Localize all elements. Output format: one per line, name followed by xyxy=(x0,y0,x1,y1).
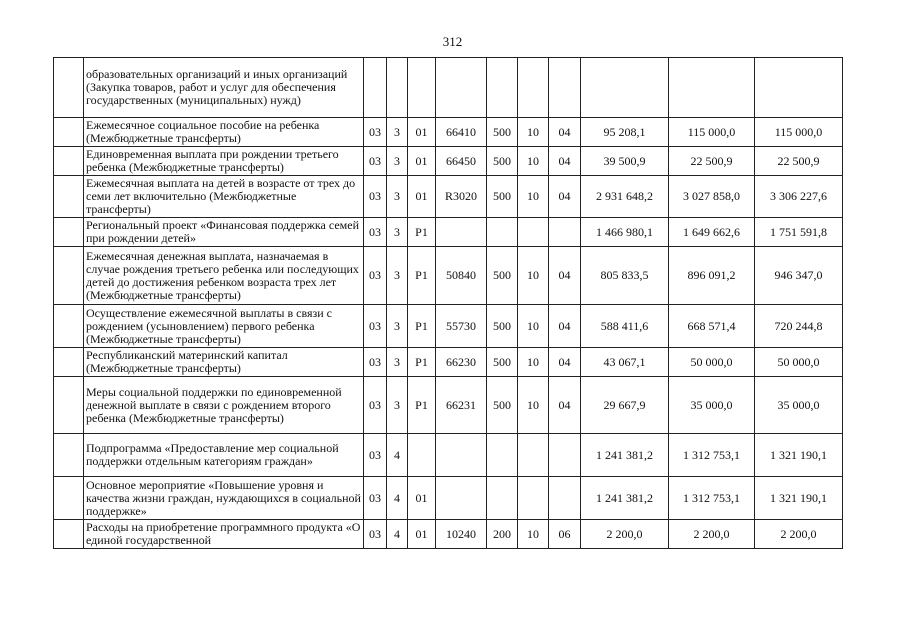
row-number-cell xyxy=(54,247,84,305)
amount-year-2: 50 000,0 xyxy=(669,348,755,377)
expense-name: Ежемесячное социальное пособие на ребенка (Межбюджетные трансферты) xyxy=(84,118,364,147)
code-subprogram: 4 xyxy=(387,434,408,477)
code-direction: 55730 xyxy=(436,305,487,348)
code-subprogram: 3 xyxy=(387,247,408,305)
code-program: 03 xyxy=(364,118,387,147)
table-row xyxy=(54,247,843,305)
amount-year-2: 1 649 662,6 xyxy=(669,218,755,247)
amount-year-2: 22 500,9 xyxy=(669,147,755,176)
code-expense-type xyxy=(487,477,518,520)
expense-name: Ежемесячная денежная выплата, назначаемая в случае рождения третьего ребенка или последующих детей до достижения ребенком возраста трех лет (Межбюджетные трансферты) xyxy=(84,247,364,305)
code-direction: 66231 xyxy=(436,377,487,434)
amount-year-2: 3 027 858,0 xyxy=(669,176,755,218)
amount-year-3: 946 347,0 xyxy=(755,247,843,305)
code-program xyxy=(364,58,387,118)
code-subprogram: 3 xyxy=(387,118,408,147)
row-number-cell xyxy=(54,477,84,520)
code-section xyxy=(518,434,549,477)
code-subprogram: 3 xyxy=(387,218,408,247)
code-program: 03 xyxy=(364,477,387,520)
code-program: 03 xyxy=(364,348,387,377)
code-subprogram: 3 xyxy=(387,176,408,218)
code-subsection xyxy=(549,434,581,477)
amount-year-3: 50 000,0 xyxy=(755,348,843,377)
code-expense-type: 500 xyxy=(487,147,518,176)
code-section: 10 xyxy=(518,305,549,348)
amount-year-2: 35 000,0 xyxy=(669,377,755,434)
code-expense-type: 500 xyxy=(487,377,518,434)
code-direction xyxy=(436,58,487,118)
code-section xyxy=(518,218,549,247)
code-subsection xyxy=(549,58,581,118)
amount-year-1: 1 241 381,2 xyxy=(581,434,669,477)
code-expense-type: 500 xyxy=(487,305,518,348)
code-program: 03 xyxy=(364,218,387,247)
amount-year-1: 2 200,0 xyxy=(581,520,669,549)
code-subprogram: 3 xyxy=(387,348,408,377)
code-subprogram: 3 xyxy=(387,147,408,176)
amount-year-2: 2 200,0 xyxy=(669,520,755,549)
code-program: 03 xyxy=(364,305,387,348)
expense-name: Осуществление ежемесячной выплаты в связи с рождением (усыновлением) первого ребенка (Межбюджетные трансферты) xyxy=(84,305,364,348)
table-row xyxy=(54,348,843,377)
code-subprogram: 4 xyxy=(387,477,408,520)
amount-year-1: 2 931 648,2 xyxy=(581,176,669,218)
table-row xyxy=(54,147,843,176)
code-event: 01 xyxy=(408,147,436,176)
code-subsection: 04 xyxy=(549,247,581,305)
code-direction: 66230 xyxy=(436,348,487,377)
code-section: 10 xyxy=(518,520,549,549)
code-direction xyxy=(436,477,487,520)
code-subsection xyxy=(549,477,581,520)
table-row xyxy=(54,58,843,118)
amount-year-1: 588 411,6 xyxy=(581,305,669,348)
amount-year-3: 1 751 591,8 xyxy=(755,218,843,247)
table-row xyxy=(54,520,843,549)
amount-year-1: 95 208,1 xyxy=(581,118,669,147)
code-section: 10 xyxy=(518,377,549,434)
code-section xyxy=(518,477,549,520)
code-expense-type: 500 xyxy=(487,118,518,147)
code-event: 01 xyxy=(408,520,436,549)
code-event xyxy=(408,58,436,118)
code-expense-type: 500 xyxy=(487,348,518,377)
table-row xyxy=(54,118,843,147)
code-section: 10 xyxy=(518,147,549,176)
amount-year-2 xyxy=(669,58,755,118)
amount-year-3: 2 200,0 xyxy=(755,520,843,549)
code-expense-type xyxy=(487,58,518,118)
amount-year-3: 1 321 190,1 xyxy=(755,434,843,477)
expense-name: Региональный проект «Финансовая поддержка семей при рождении детей» xyxy=(84,218,364,247)
code-section xyxy=(518,58,549,118)
code-expense-type: 500 xyxy=(487,247,518,305)
code-subprogram: 3 xyxy=(387,377,408,434)
row-number-cell xyxy=(54,305,84,348)
code-program: 03 xyxy=(364,147,387,176)
code-subprogram xyxy=(387,58,408,118)
amount-year-2: 115 000,0 xyxy=(669,118,755,147)
code-event: P1 xyxy=(408,247,436,305)
amount-year-1: 39 500,9 xyxy=(581,147,669,176)
amount-year-2: 668 571,4 xyxy=(669,305,755,348)
row-number-cell xyxy=(54,218,84,247)
budget-table xyxy=(53,57,843,549)
amount-year-3: 22 500,9 xyxy=(755,147,843,176)
expense-name: образовательных организаций и иных организаций (Закупка товаров, работ и услуг для обеспечения государственных (муниципальных) нужд) xyxy=(84,58,364,118)
code-direction xyxy=(436,434,487,477)
code-section: 10 xyxy=(518,348,549,377)
amount-year-1: 1 466 980,1 xyxy=(581,218,669,247)
code-event: P1 xyxy=(408,218,436,247)
code-program: 03 xyxy=(364,434,387,477)
table-row xyxy=(54,377,843,434)
code-expense-type xyxy=(487,218,518,247)
expense-name: Республиканский материнский капитал (Межбюджетные трансферты) xyxy=(84,348,364,377)
code-subsection xyxy=(549,218,581,247)
code-event xyxy=(408,434,436,477)
amount-year-1 xyxy=(581,58,669,118)
code-section: 10 xyxy=(518,176,549,218)
code-subsection: 06 xyxy=(549,520,581,549)
code-program: 03 xyxy=(364,247,387,305)
code-subsection: 04 xyxy=(549,377,581,434)
code-direction xyxy=(436,218,487,247)
amount-year-3 xyxy=(755,58,843,118)
amount-year-2: 1 312 753,1 xyxy=(669,434,755,477)
expense-name: Расходы на приобретение программного продукта «О единой государственной xyxy=(84,520,364,549)
code-expense-type xyxy=(487,434,518,477)
amount-year-1: 805 833,5 xyxy=(581,247,669,305)
code-direction: 66410 xyxy=(436,118,487,147)
row-number-cell xyxy=(54,348,84,377)
code-direction: 50840 xyxy=(436,247,487,305)
code-event: P1 xyxy=(408,348,436,377)
code-subsection: 04 xyxy=(549,147,581,176)
amount-year-3: 115 000,0 xyxy=(755,118,843,147)
table-row xyxy=(54,218,843,247)
amount-year-1: 43 067,1 xyxy=(581,348,669,377)
table-row xyxy=(54,434,843,477)
code-program: 03 xyxy=(364,176,387,218)
code-subprogram: 3 xyxy=(387,305,408,348)
code-event: P1 xyxy=(408,305,436,348)
amount-year-3: 35 000,0 xyxy=(755,377,843,434)
row-number-cell xyxy=(54,520,84,549)
code-event: 01 xyxy=(408,118,436,147)
expense-name: Единовременная выплата при рождении третьего ребенка (Межбюджетные трансферты) xyxy=(84,147,364,176)
code-direction: 66450 xyxy=(436,147,487,176)
code-event: P1 xyxy=(408,377,436,434)
row-number-cell xyxy=(54,58,84,118)
table-row xyxy=(54,305,843,348)
row-number-cell xyxy=(54,176,84,218)
amount-year-3: 1 321 190,1 xyxy=(755,477,843,520)
code-expense-type: 200 xyxy=(487,520,518,549)
expense-name: Подпрограмма «Предоставление мер социальной поддержки отдельным категориям граждан» xyxy=(84,434,364,477)
expense-name: Меры социальной поддержки по единовременной денежной выплате в связи с рождением второго ребенка (Межбюджетные трансферты) xyxy=(84,377,364,434)
code-section: 10 xyxy=(518,247,549,305)
code-subsection: 04 xyxy=(549,348,581,377)
table-row xyxy=(54,176,843,218)
code-subsection: 04 xyxy=(549,118,581,147)
code-subsection: 04 xyxy=(549,176,581,218)
table-row xyxy=(54,477,843,520)
row-number-cell xyxy=(54,147,84,176)
expense-name: Ежемесячная выплата на детей в возрасте от трех до семи лет включительно (Межбюджетные трансферты) xyxy=(84,176,364,218)
page-number: 312 xyxy=(442,34,463,49)
amount-year-3: 3 306 227,6 xyxy=(755,176,843,218)
code-program: 03 xyxy=(364,520,387,549)
amount-year-2: 896 091,2 xyxy=(669,247,755,305)
amount-year-1: 1 241 381,2 xyxy=(581,477,669,520)
code-subsection: 04 xyxy=(549,305,581,348)
code-event: 01 xyxy=(408,477,436,520)
row-number-cell xyxy=(54,118,84,147)
code-program: 03 xyxy=(364,377,387,434)
code-direction: 10240 xyxy=(436,520,487,549)
row-number-cell xyxy=(54,434,84,477)
code-expense-type: 500 xyxy=(487,176,518,218)
code-direction: R3020 xyxy=(436,176,487,218)
amount-year-3: 720 244,8 xyxy=(755,305,843,348)
amount-year-1: 29 667,9 xyxy=(581,377,669,434)
code-subprogram: 4 xyxy=(387,520,408,549)
code-event: 01 xyxy=(408,176,436,218)
amount-year-2: 1 312 753,1 xyxy=(669,477,755,520)
expense-name: Основное мероприятие «Повышение уровня и качества жизни граждан, нуждающихся в социальной поддержке» xyxy=(84,477,364,520)
row-number-cell xyxy=(54,377,84,434)
code-section: 10 xyxy=(518,118,549,147)
